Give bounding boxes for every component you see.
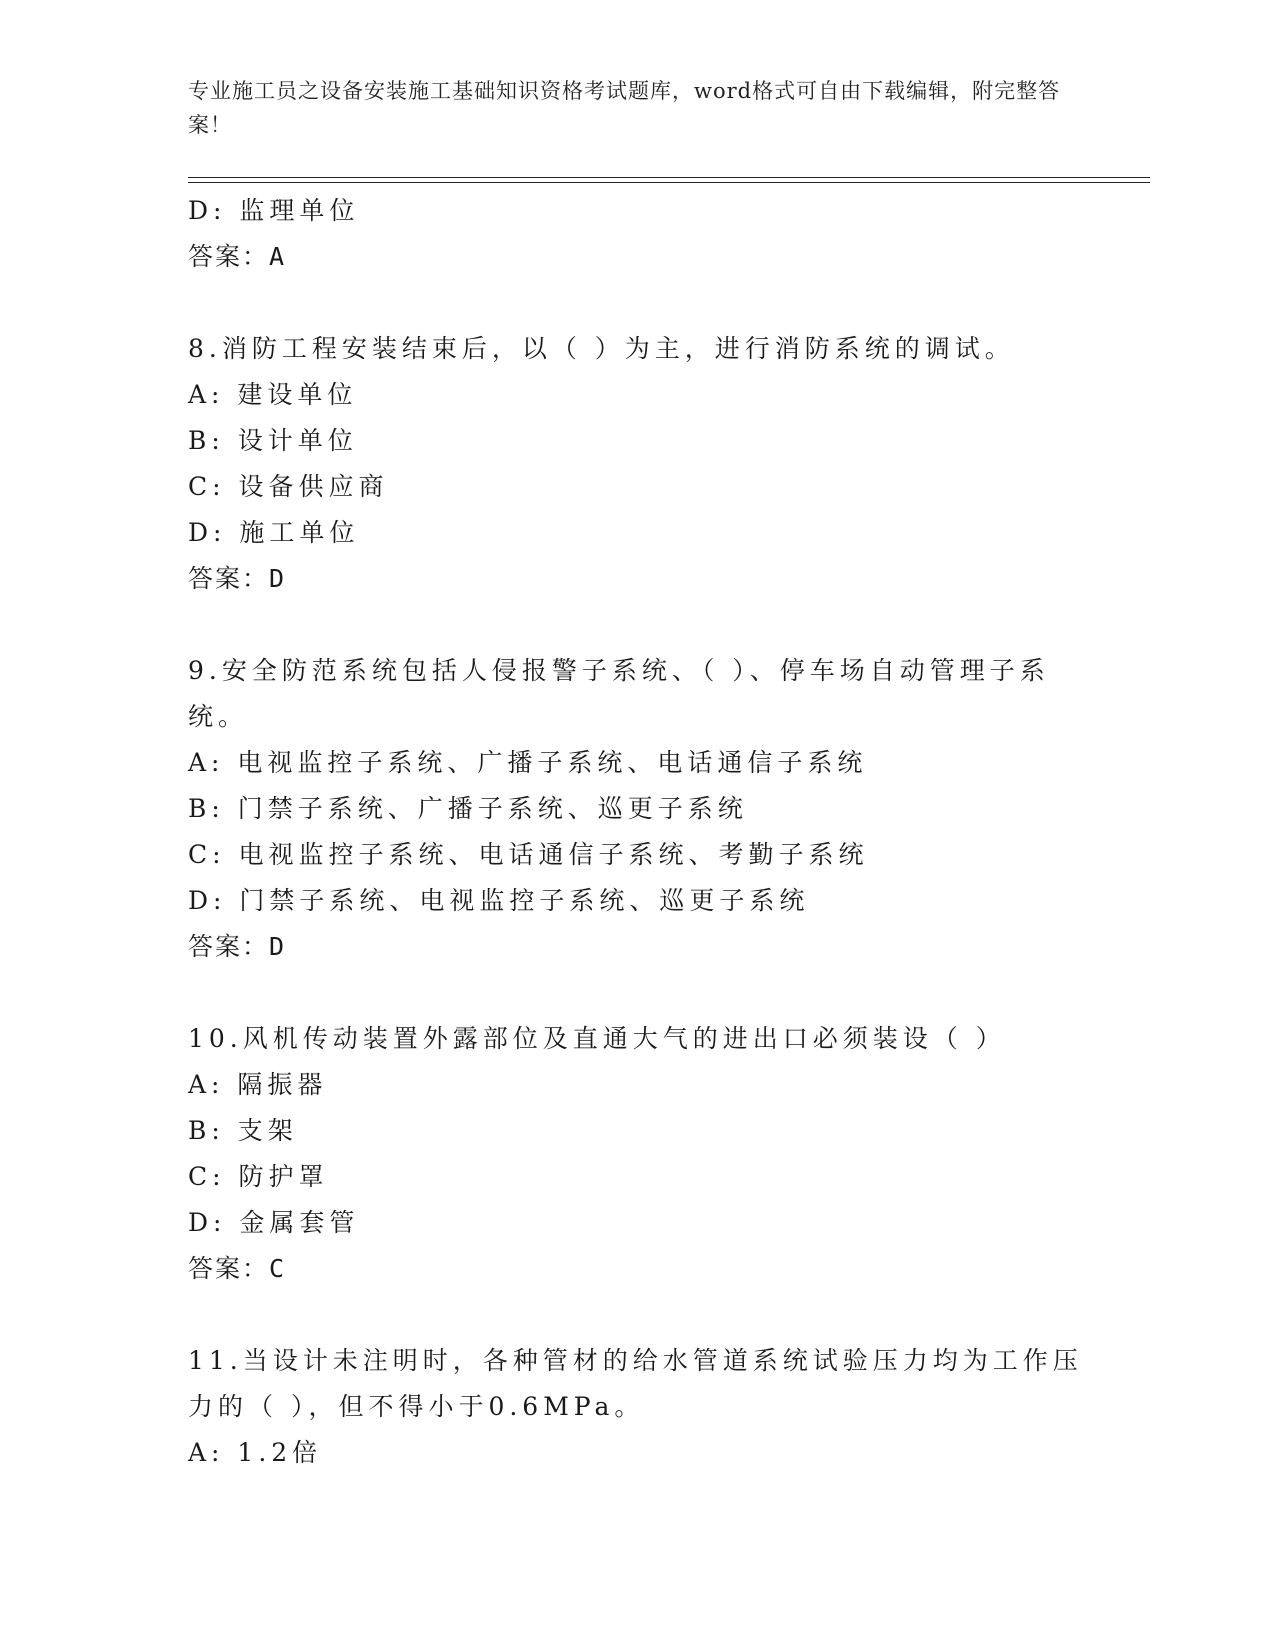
answer-value: D	[269, 564, 285, 593]
answer-line	[188, 1246, 1088, 1292]
answer-value: A	[269, 242, 285, 271]
question-text: 10.风机传动装置外露部位及直通大气的进出口必须装设（ ）	[188, 1024, 1006, 1053]
question-content	[188, 188, 1088, 1476]
answer-label: 答案：	[188, 242, 270, 271]
header-rule-top	[188, 177, 1150, 178]
question-item	[188, 648, 1088, 970]
question-item	[188, 1016, 1088, 1292]
option-d: D: 门禁子系统、电视监控子系统、巡更子系统	[188, 886, 810, 915]
question-item	[188, 326, 1088, 602]
answer-label: 答案：	[188, 1254, 270, 1283]
answer-line	[188, 556, 1088, 602]
answer-line	[188, 924, 1088, 970]
header-rule-bottom	[188, 182, 1150, 183]
answer-value: D	[269, 932, 285, 961]
question-item	[188, 1338, 1088, 1476]
option-c: C: 设备供应商	[188, 472, 389, 501]
option-c: C: 电视监控子系统、电话通信子系统、考勤子系统	[188, 840, 869, 869]
option-a: A: 建设单位	[188, 380, 358, 409]
answer-label: 答案：	[188, 564, 270, 593]
option-b: B: 门禁子系统、广播子系统、巡更子系统	[188, 794, 748, 823]
question-text: 9.安全防范系统包括人侵报警子系统、（ ）、停车场自动管理子系统。	[188, 656, 1050, 731]
option-b: B: 设计单位	[188, 426, 358, 455]
answer-label: 答案：	[188, 932, 270, 961]
option-a: A: 1.2倍	[188, 1438, 323, 1467]
document-header: 专业施工员之设备安装施工基础知识资格考试题库，word格式可自由下载编辑，附完整答案！	[188, 79, 1061, 137]
option-c: C: 防护罩	[188, 1162, 329, 1191]
option-d: D: 金属套管	[188, 1208, 360, 1237]
question-text: 11.当设计未注明时，各种管材的给水管道系统试验压力均为工作压力的（ ），但不得小于0.6MPa。	[188, 1346, 1083, 1421]
answer-value: C	[269, 1254, 285, 1283]
option-d: D: 施工单位	[188, 518, 360, 547]
question-text: 8.消防工程安装结束后，以（ ）为主，进行消防系统的调试。	[188, 334, 1015, 363]
option-a: A: 隔振器	[188, 1070, 328, 1099]
option-b: B: 支架	[188, 1116, 298, 1145]
answer-line	[188, 234, 1088, 280]
option-d: D: 监理单位	[188, 196, 360, 225]
option-a: A: 电视监控子系统、广播子系统、电话通信子系统	[188, 748, 868, 777]
